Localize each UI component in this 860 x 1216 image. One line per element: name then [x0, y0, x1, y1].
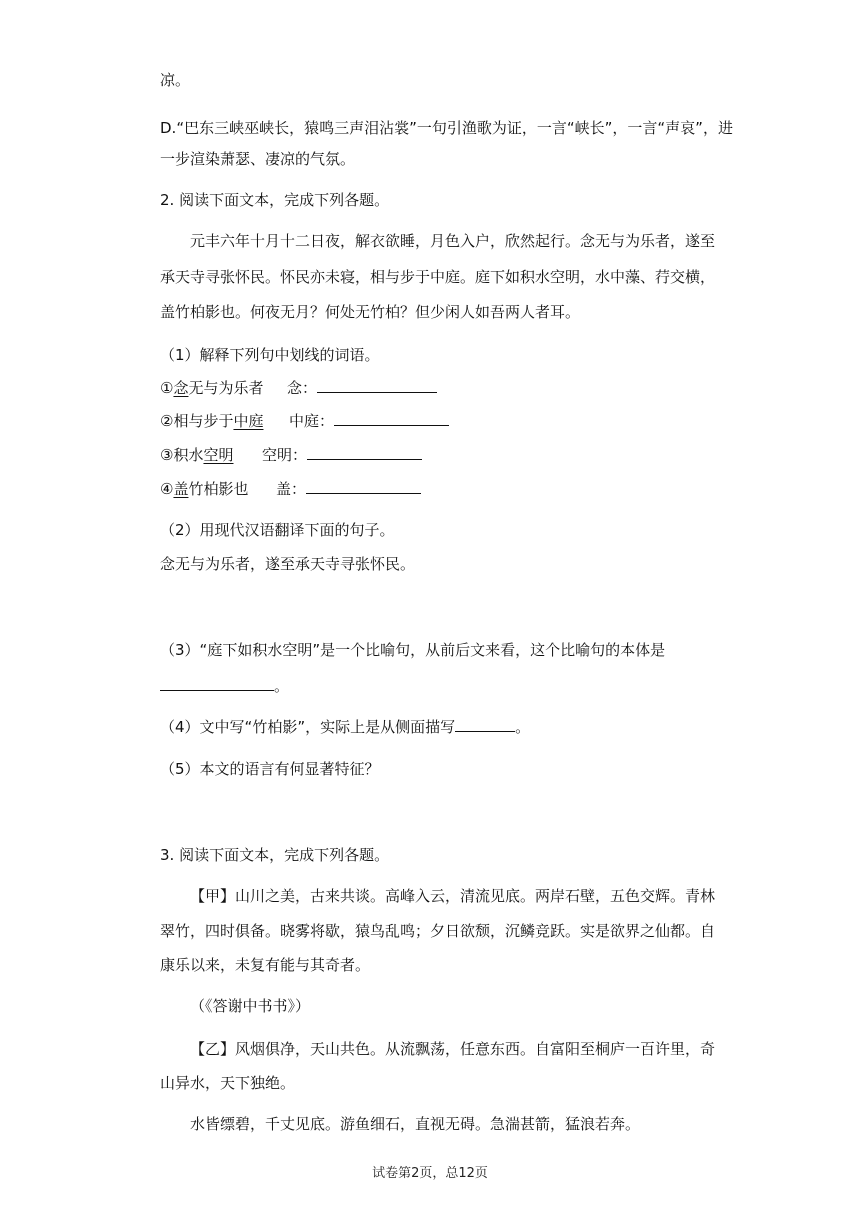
underlined-word: 中庭 — [233, 412, 264, 430]
underlined-word: 盖 — [173, 480, 189, 498]
answer-blank[interactable] — [334, 411, 449, 426]
answer-blank[interactable] — [455, 717, 515, 732]
answer-blank[interactable] — [317, 378, 437, 393]
q2-sub4-prompt: （4）文中写“竹柏影”，实际上是从侧面描写 。 — [160, 718, 531, 736]
q3-jia-line3: 康乐以来，未复有能与其奇者。 — [160, 956, 371, 974]
item-number: ② — [160, 412, 174, 430]
q2-sub2-sentence: 念无与为乐者，遂至承天寺寻张怀民。 — [160, 555, 416, 573]
item-text: 相与步于 — [173, 412, 234, 430]
q2-sub3-prompt: （3）“庭下如积水空明”是一个比喻句，从前后文来看，这个比喻句的本体是 — [160, 641, 666, 659]
option-d-line2: 一步渲染萧瑟、凄凉的气氛。 — [160, 150, 356, 168]
q2-sub1-item-1-label: 念： — [287, 378, 437, 398]
q2-sub1-item-3 — [160, 445, 233, 465]
answer-blank[interactable] — [306, 479, 421, 494]
option-d-line1: D.“巴东三峡巫峡长，猿鸣三声泪沾裳”一句引渔歌为证，一言“峡长”，一言“声哀”，进 — [160, 119, 733, 137]
q2-passage-line3: 盖竹柏影也。何夜无月？何处无竹柏？但少闲人如吾两人者耳。 — [160, 303, 581, 321]
item-number: ④ — [160, 480, 174, 498]
q2-heading: 2. 阅读下面文本，完成下列各题。 — [160, 191, 390, 209]
underlined-word: 念 — [173, 379, 189, 397]
q3-yi-line1: 【乙】风烟俱净，天山共色。从流飘荡，任意东西。自富阳至桐庐一百许里，奇 — [190, 1040, 716, 1058]
item-text: 无与为乐者 — [188, 379, 264, 397]
q2-sub1-item-3-label: 空明： — [262, 445, 422, 465]
q3-heading: 3. 阅读下面文本，完成下列各题。 — [160, 846, 390, 864]
q2-sub1-prompt: （1）解释下列句中划线的词语。 — [160, 346, 380, 364]
q2-sub5-prompt: （5）本文的语言有何显著特征？ — [160, 760, 380, 778]
answer-blank[interactable] — [160, 676, 274, 691]
q2-sub1-item-4 — [160, 479, 248, 499]
item-text: 积水 — [173, 446, 204, 464]
q3-yi-next-line: 水皆缥碧，千丈见底。游鱼细石，直视无碍。急湍甚箭，猛浪若奔。 — [190, 1115, 641, 1133]
q2-sub3-answer-line: 。 — [160, 676, 289, 696]
top-fragment: 凉。 — [160, 71, 191, 89]
q2-sub1-item-2-label: 中庭： — [289, 411, 449, 431]
q2-sub2-prompt: （2）用现代汉语翻译下面的句子。 — [160, 521, 395, 539]
q3-jia-line1: 【甲】山川之美，古来共谈。高峰入云，清流见底。两岸石壁，五色交辉。青林 — [190, 887, 716, 905]
q2-passage-line2: 承天寺寻张怀民。怀民亦未寝，相与步于中庭。庭下如积水空明，水中藻、荇交横， — [160, 268, 716, 286]
q3-jia-source: （《答谢中书书》） — [190, 997, 311, 1015]
underlined-word: 空明 — [203, 446, 234, 464]
q3-yi-line2: 山异水，天下独绝。 — [160, 1074, 296, 1092]
answer-blank[interactable] — [307, 445, 422, 460]
q2-passage-line1: 元丰六年十月十二日夜，解衣欲睡，月色入户，欣然起行。念无与为乐者，遂至 — [190, 232, 716, 250]
q2-sub1-item-2 — [160, 411, 263, 431]
q2-sub1-item-4-label: 盖： — [276, 479, 421, 499]
q3-jia-line2: 翠竹，四时俱备。晓雾将歇，猿鸟乱鸣；夕日欲颓，沉鳞竞跃。实是欲界之仙都。自 — [160, 922, 716, 940]
page-footer: 试卷第2页，总12页 — [372, 1166, 488, 1181]
item-text: 竹柏影也 — [188, 480, 249, 498]
q2-sub1-item-1 — [160, 378, 263, 398]
item-number: ③ — [160, 446, 174, 464]
item-number: ① — [160, 379, 174, 397]
